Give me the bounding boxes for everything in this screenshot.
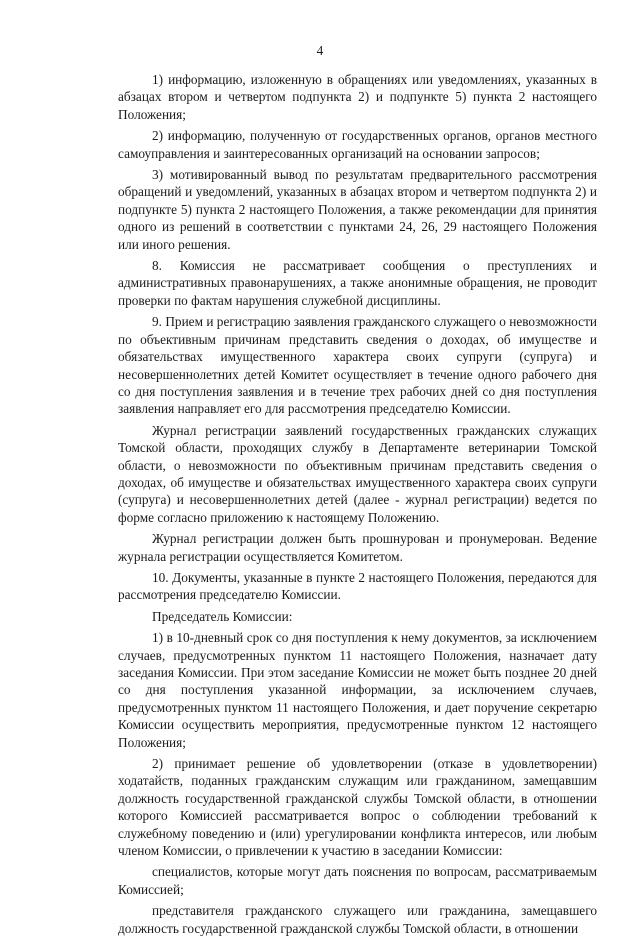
document-body <box>118 71 597 941</box>
paragraph-item-2: 2) информацию, полученную от государственных органов, органов местного самоуправления и заинтересованных организаций на основании запросов; <box>118 128 597 161</box>
paragraph-journal-binding: Журнал регистрации должен быть прошнурован и пронумерован. Ведение журнала регистрации осуществляется Комитетом. <box>118 531 597 564</box>
paragraph-representative: представителя гражданского служащего или гражданина, замещавшего должность государственной гражданской службы Томской области, в отношении <box>118 903 597 936</box>
paragraph-chairman-item-2: 2) принимает решение об удовлетворении (отказе в удовлетворении) ходатайств, поданных гражданским служащим или гражданином, замещавшим должность государственной гражданской службы Томской области, в отношении которого Комиссией рассматривается вопрос о соблюдении требований к служебному поведению и (или) урегулировании конфликта интересов, или любым членом Комиссии, о привлечении к участию в заседании Комиссии: <box>118 756 597 859</box>
paragraph-specialists: специалистов, которые могут дать пояснения по вопросам, рассматриваемым Комиссией; <box>118 864 597 897</box>
paragraph-clause-10: 10. Документы, указанные в пункте 2 настоящего Положения, передаются для рассмотрения председателю Комиссии. <box>118 569 597 603</box>
paragraph-chairman-item-1: 1) в 10-дневный срок со дня поступления к нему документов, за исключением случаев, предусмотренных пунктом 11 настоящего Положения, назначает дату заседания Комиссии. При этом заседание Комиссии не может быть позднее 20 дней со дня поступления указанной информации, за исключением случаев, предусмотренных пунктом 11 настоящего Положения, и дает поручение секретарю Комиссии осуществить мероприятия, предусмотренные пунктом 12 настоящего Положения; <box>118 630 597 750</box>
paragraph-item-3: 3) мотивированный вывод по результатам предварительного рассмотрения обращений и уведомлений, указанных в абзацах втором и четвертом подпункта 2) и подпункте 5) пункта 2 настоящего Положения, а также рекомендации для принятия одного из решений в соответствии с пунктами 24, 26, 29 настоящего Положения или иного решения. <box>118 167 597 252</box>
paragraph-journal-description: Журнал регистрации заявлений государственных гражданских служащих Томской области, проходящих службу в Департаменте ветеринарии Томской области, о невозможности по объективным причинам представить сведения о доходах, об имуществе и обязательствах имущественного характера своих супруги (супруга) и несовершеннолетних детей (далее - журнал регистрации) ведется по форме согласно приложению к настоящему Положению. <box>118 422 597 525</box>
paragraph-clause-8: 8. Комиссия не рассматривает сообщения о преступлениях и административных правонарушениях, а также анонимные обращения, не проводит проверки по фактам нарушения служебной дисциплины. <box>118 258 597 308</box>
page-number: 4 <box>316 43 324 58</box>
paragraph-clause-9: 9. Прием и регистрацию заявления гражданского служащего о невозможности по объективным причинам представить сведения о доходах, об имуществе и обязательствах имущественного характера своих супруги (супруга) и несовершеннолетних детей Комитет осуществляет в течение одного рабочего дня со дня поступления заявления и в течение трех рабочих дней со дня поступления заявления направляет его для рассмотрения председателю Комиссии. <box>118 314 597 417</box>
paragraph-item-1: 1) информацию, изложенную в обращениях или уведомлениях, указанных в абзацах втором и четвертом подпункта 2) и подпункте 5) пункта 2 настоящего Положения; <box>118 72 597 122</box>
paragraph-chairman-heading: Председатель Комиссии: <box>152 608 293 624</box>
